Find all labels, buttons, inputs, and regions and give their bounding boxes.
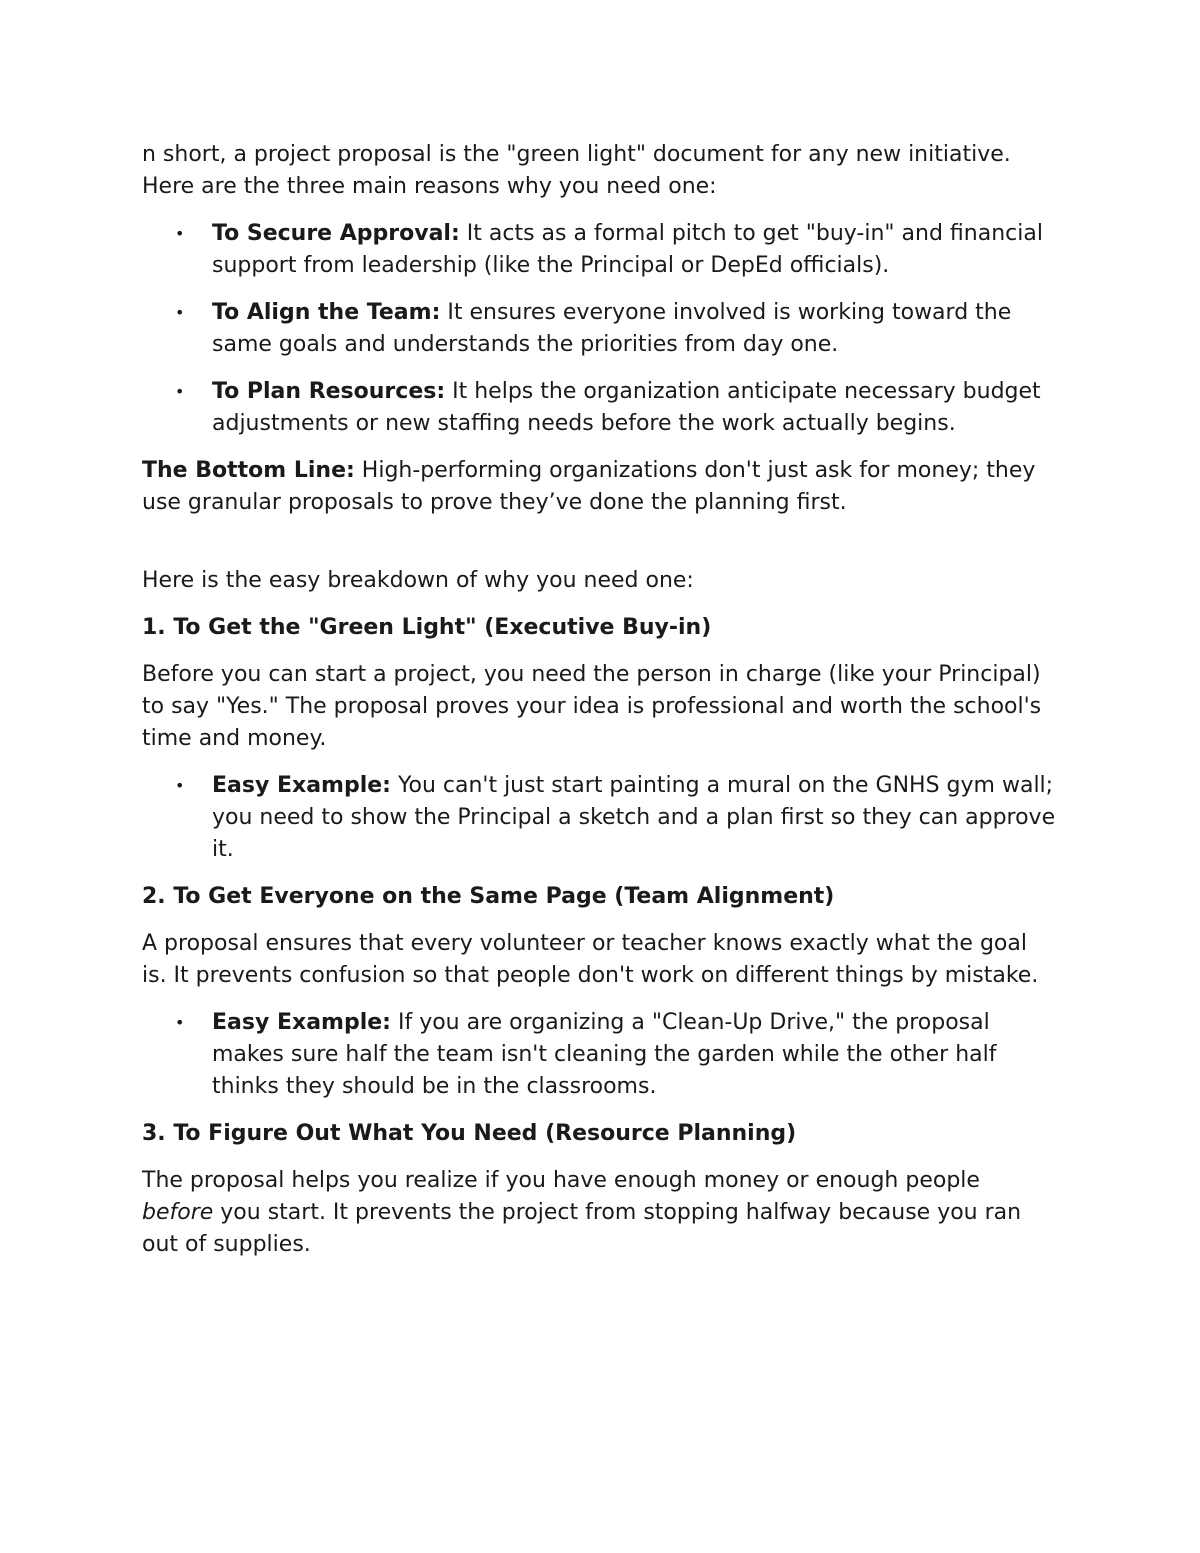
- section-body-text: The proposal helps you realize if you have enough money or enough people: [142, 1168, 980, 1193]
- example-label: Easy Example:: [212, 1010, 391, 1035]
- reason-label: To Plan Resources:: [212, 379, 446, 404]
- list-item: [142, 770, 1058, 866]
- list-item: [142, 218, 1058, 282]
- section-body: A proposal ensures that every volunteer or teacher knows exactly what the goal is. It prevents confusion so that people don't work on different things by mistake.: [142, 931, 1039, 988]
- reason-text: It acts as a formal pitch to get "buy-in" and financial support from leadership (like the Principal or DepEd officials).: [212, 221, 1043, 278]
- list-item: [142, 297, 1058, 361]
- section-heading: 1. To Get the "Green Light" (Executive Buy-in): [142, 615, 712, 640]
- reason-text: It helps the organization anticipate necessary budget adjustments or new staffing needs before the work actually begins.: [212, 379, 1041, 436]
- section-body-emphasis: before: [142, 1200, 214, 1225]
- reason-label: To Align the Team:: [212, 300, 441, 325]
- section-body-text: you start. It prevents the project from stopping halfway because you ran out of supplies.: [142, 1200, 1022, 1257]
- bullet-icon: •: [175, 303, 185, 322]
- section-heading: 2. To Get Everyone on the Same Page (Team Alignment): [142, 884, 835, 909]
- section-body: Before you can start a project, you need the person in charge (like your Principal) to say "Yes." The proposal proves your idea is professional and worth the school's time and money.: [142, 662, 1042, 751]
- document-page: [142, 139, 1058, 1276]
- bottom-line-label: The Bottom Line:: [142, 458, 355, 483]
- intro-paragraph: n short, a project proposal is the "green light" document for any new initiative. Here are the three main reasons why you need one:: [142, 142, 1011, 199]
- bullet-icon: •: [175, 1013, 185, 1032]
- reasons-list: [142, 218, 1058, 440]
- bottom-line-paragraph: [142, 455, 1058, 519]
- example-list: [142, 770, 1058, 866]
- example-text: You can't just start painting a mural on the GNHS gym wall; you need to show the Principal a sketch and a plan first so they can approve it.: [212, 773, 1056, 862]
- bottom-line-text: High-performing organizations don't just ask for money; they use granular proposals to prove they’ve done the planning first.: [142, 458, 1036, 515]
- reason-text: It ensures everyone involved is working toward the same goals and understands the priorities from day one.: [212, 300, 1012, 357]
- section-body: [142, 1165, 1058, 1261]
- example-list: [142, 1007, 1058, 1103]
- bullet-icon: •: [175, 224, 185, 243]
- breakdown-intro: Here is the easy breakdown of why you need one:: [142, 568, 694, 593]
- list-item: [142, 1007, 1058, 1103]
- bullet-icon: •: [175, 382, 185, 401]
- reason-label: To Secure Approval:: [212, 221, 460, 246]
- list-item: [142, 376, 1058, 440]
- example-label: Easy Example:: [212, 773, 391, 798]
- section-heading: 3. To Figure Out What You Need (Resource Planning): [142, 1121, 797, 1146]
- paragraph-spacer: [142, 534, 1058, 565]
- example-text: If you are organizing a "Clean-Up Drive," the proposal makes sure half the team isn't cleaning the garden while the other half thinks they should be in the classrooms.: [212, 1010, 997, 1099]
- bullet-icon: •: [175, 776, 185, 795]
